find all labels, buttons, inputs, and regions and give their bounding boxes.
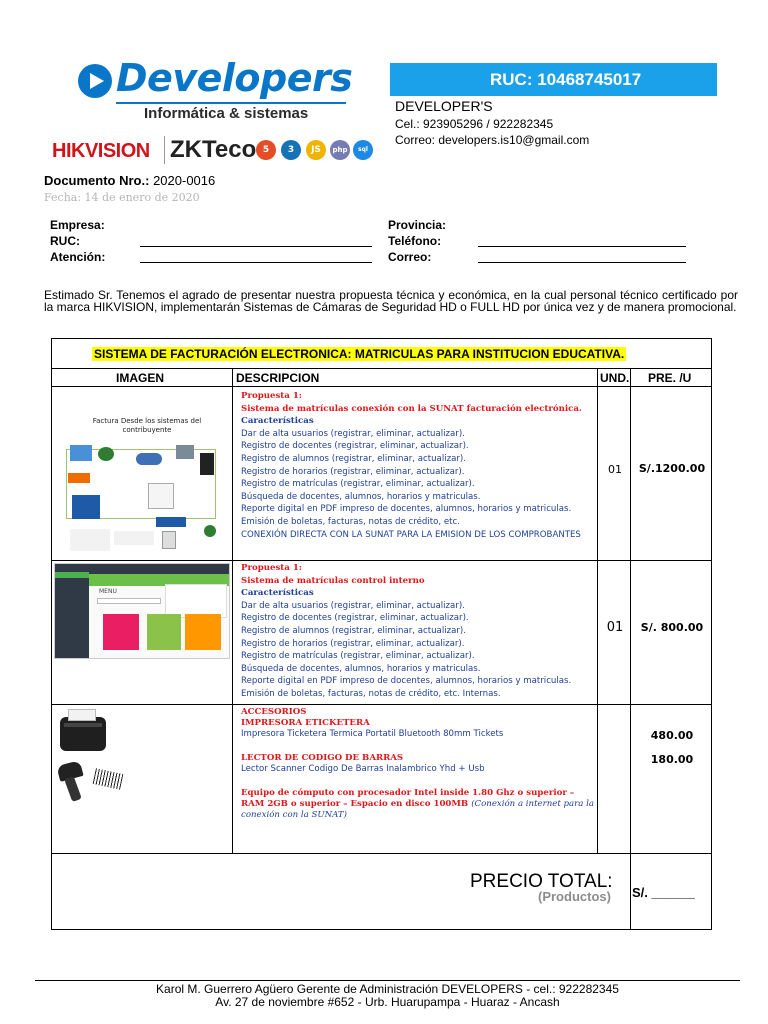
ruc-field[interactable] xyxy=(140,246,372,247)
hikvision-logo: HIKVISION xyxy=(52,140,150,162)
mysql-icon: sql xyxy=(353,140,373,160)
ruc-banner: RUC: 10468745017 xyxy=(390,63,717,96)
system-menu-image: MENU xyxy=(54,563,230,659)
provincia-label: Provincia: xyxy=(388,218,447,232)
row3-description: ACCESORIOS IMPRESORA ETICKETERA Impresora Ticketera Termica Portatil Bluetooth 80mm Tickets LECTOR DE CODIGO DE BARRAS Lector Scanner Codigo De Barras Inalambrico Yhd + Usb Equipo de cómputo con procesador Intel inside 1.80 Ghz o superior – RAM 2GB o superior – Espacio en disco 100MB (Conexión a internet para la conexión con la SUNAT) xyxy=(241,707,594,820)
footer-divider xyxy=(35,980,740,981)
company-phone: Cel.: 923905296 / 922282345 xyxy=(395,117,554,131)
barcode-scanner-image xyxy=(54,759,126,805)
table-title: SISTEMA DE FACTURACIÓN ELECTRONICA: MATRICULAS PARA INSTITUCION EDUCATIVA. xyxy=(94,347,625,361)
document-number: Documento Nro.: 2020-0016 xyxy=(44,173,216,188)
intro-paragraph: Estimado Sr. Tenemos el agrado de presentar nuestra propuesta técnica y económica, en la cual personal técnico certificado por la marca HIKVISION, implementarán Sistemas de Cámaras de Seguridad HD o FULL HD por única vez y de manera promocional. xyxy=(44,288,738,314)
javascript-icon: JS xyxy=(306,140,326,160)
header-imagen: IMAGEN xyxy=(116,371,164,385)
total-sublabel: (Productos) xyxy=(538,889,611,904)
row1-description: Propuesta 1: Sistema de matrículas conexión con la SUNAT facturación electrónica. Características Dar de alta usuarios (registrar, eliminar, actualizar). Registro de docentes (registrar, eliminar, actualizar). Registro de alumnos (registrar, eliminar, actualizar). Registro de horarios (registrar, eliminar, actualizar). Registro de matrículas (registrar, eliminar, actualizar). Búsqueda de docentes, alumnos, horarios y matriculas. Reporte digital en PDF impreso de docentes, alumnos, horarios y matriculas. Emisión de boletas, facturas, notas de crédito, etc. CONEXIÓN DIRECTA CON LA SUNAT PARA LA EMISION DE LOS COMPROBANTES xyxy=(241,391,582,540)
ticket-printer-image xyxy=(54,707,112,753)
document-date: Fecha: 14 de enero de 2020 xyxy=(44,191,200,204)
correo-field[interactable] xyxy=(478,262,686,263)
row2-price: S/. 800.00 xyxy=(640,621,704,634)
sunat-diagram-image: Factura Desde los sistemas del contribuyente xyxy=(64,413,222,555)
row2-description: Propuesta 1: Sistema de matrículas control interno Características Dar de alta usuarios (registrar, eliminar, actualizar). Registro de docentes (registrar, eliminar, actualizar). Registro de alumnos (registrar, eliminar, actualizar). Registro de horarios (registrar, eliminar, actualizar). Registro de matrículas (registrar, eliminar, actualizar). Búsqueda de docentes, alumnos, horarios y matriculas. Reporte digital en PDF impreso de docentes, alumnos, horarios y matriculas. Emisión de boletas, facturas, notas de crédito, etc. Internas. xyxy=(241,563,572,699)
brand-divider xyxy=(164,136,165,164)
total-label: PRECIO TOTAL: xyxy=(470,871,613,892)
total-value: S/. ______ xyxy=(632,885,695,900)
telefono-label: Teléfono: xyxy=(388,234,442,248)
footer-contact: Karol M. Guerrero Agüero Gerente de Administración DEVELOPERS - cel.: 922282345 xyxy=(156,982,619,996)
header-descripcion: DESCRIPCION xyxy=(236,371,320,385)
empresa-label: Empresa: xyxy=(50,218,105,232)
play-arrow-icon xyxy=(78,64,112,98)
company-name: DEVELOPER'S xyxy=(395,98,493,114)
logo-underline xyxy=(116,102,346,104)
zkteco-logo: ZKTeco xyxy=(170,136,257,163)
atencion-label: Atención: xyxy=(50,250,106,264)
logo-brand-name: Developers xyxy=(116,56,353,100)
header-pre: PRE. /U xyxy=(648,371,692,385)
correo-label: Correo: xyxy=(388,250,432,264)
row3-price-scanner: 180.00 xyxy=(650,753,694,766)
row1-und: 01 xyxy=(608,463,622,476)
row3-price-printer: 480.00 xyxy=(650,729,694,742)
partner-brands xyxy=(50,136,375,164)
html5-icon: 5 xyxy=(256,140,276,160)
ruc-label: RUC: xyxy=(50,234,80,248)
footer-address: Av. 27 de noviembre #652 - Urb. Huarupampa - Huaraz - Ancash xyxy=(215,995,560,1009)
row2-und: 01 xyxy=(606,620,624,635)
atencion-field[interactable] xyxy=(140,262,372,263)
telefono-field[interactable] xyxy=(478,246,686,247)
quote-table xyxy=(51,338,712,930)
logo-tagline: Informática & sistemas xyxy=(144,105,309,122)
php-icon: php xyxy=(330,140,350,160)
css3-icon: 3 xyxy=(281,140,301,160)
header-und: UND. xyxy=(600,371,630,385)
company-logo xyxy=(78,56,353,130)
company-email: Correo: developers.is10@gmail.com xyxy=(395,133,590,147)
row1-price: S/.1200.00 xyxy=(638,462,706,475)
